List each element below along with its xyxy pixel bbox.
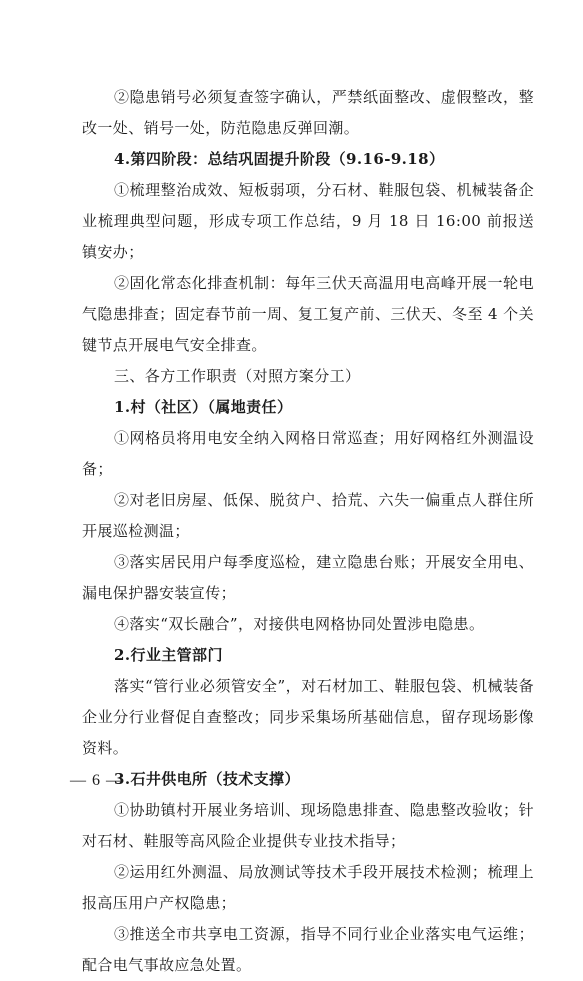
paragraph-grid-patrol: ①网格员将用电安全纳入网格日常巡查；用好网格红外测温设备； bbox=[82, 429, 534, 478]
paragraph-dual-chief: ④落实“双长融合”，对接供电网格协同处置涉电隐患。 bbox=[114, 615, 485, 633]
paragraph-assist-training: ①协助镇村开展业务培训、现场隐患排查、隐患整改验收；针对石材、鞋服等高风险企业提供专业技术指导； bbox=[82, 801, 534, 850]
heading-section-three: 三、各方工作职责（对照方案分工） bbox=[114, 367, 361, 385]
heading-industry-department: 2.行业主管部门 bbox=[114, 646, 223, 664]
paragraph-quarterly-inspection: ③落实居民用户每季度巡检，建立隐患台账；开展安全用电、漏电保护器安装宣传； bbox=[82, 553, 534, 602]
paragraph-electrician-resources: ③推送全市共享电工资源，指导不同行业企业落实电气运维；配合电气事故应急处置。 bbox=[82, 925, 534, 974]
paragraph-industry-safety: 落实“管行业必须管安全”，对石材加工、鞋服包袋、机械装备企业分行业督促自查整改；同步采集场所基础信息，留存现场影像资料。 bbox=[82, 677, 534, 757]
heading-phase-four: 4.第四阶段：总结巩固提升阶段（9.16-9.18） bbox=[114, 150, 445, 168]
paragraph-normalized-mechanism: ②固化常态化排查机制：每年三伏天高温用电高峰开展一轮电气隐患排查；固定春节前一周、复工复产前、三伏天、冬至 4 个关键节点开展电气安全排查。 bbox=[82, 274, 534, 354]
document-body bbox=[82, 82, 534, 981]
page-number: — 6 — bbox=[70, 772, 123, 789]
paragraph-infrared-testing: ②运用红外测温、局放测试等技术手段开展技术检测；梳理上报高压用户产权隐患； bbox=[82, 863, 534, 912]
paragraph-old-houses: ②对老旧房屋、低保、脱贫户、拾荒、六失一偏重点人群住所开展巡检测温； bbox=[82, 491, 534, 540]
heading-village-community: 1.村（社区）（属地责任） bbox=[114, 398, 293, 416]
paragraph-summary-results: ①梳理整治成效、短板弱项，分石材、鞋服包袋、机械装备企业梳理典型问题，形成专项工作总结，9 月 18 日 16:00 前报送镇安办； bbox=[82, 181, 534, 261]
paragraph-rectify-signoff: ②隐患销号必须复查签字确认，严禁纸面整改、虚假整改，整改一处、销号一处，防范隐患反弹回潮。 bbox=[82, 88, 534, 137]
heading-power-station: 3.石井供电所（技术支撑） bbox=[114, 770, 300, 788]
